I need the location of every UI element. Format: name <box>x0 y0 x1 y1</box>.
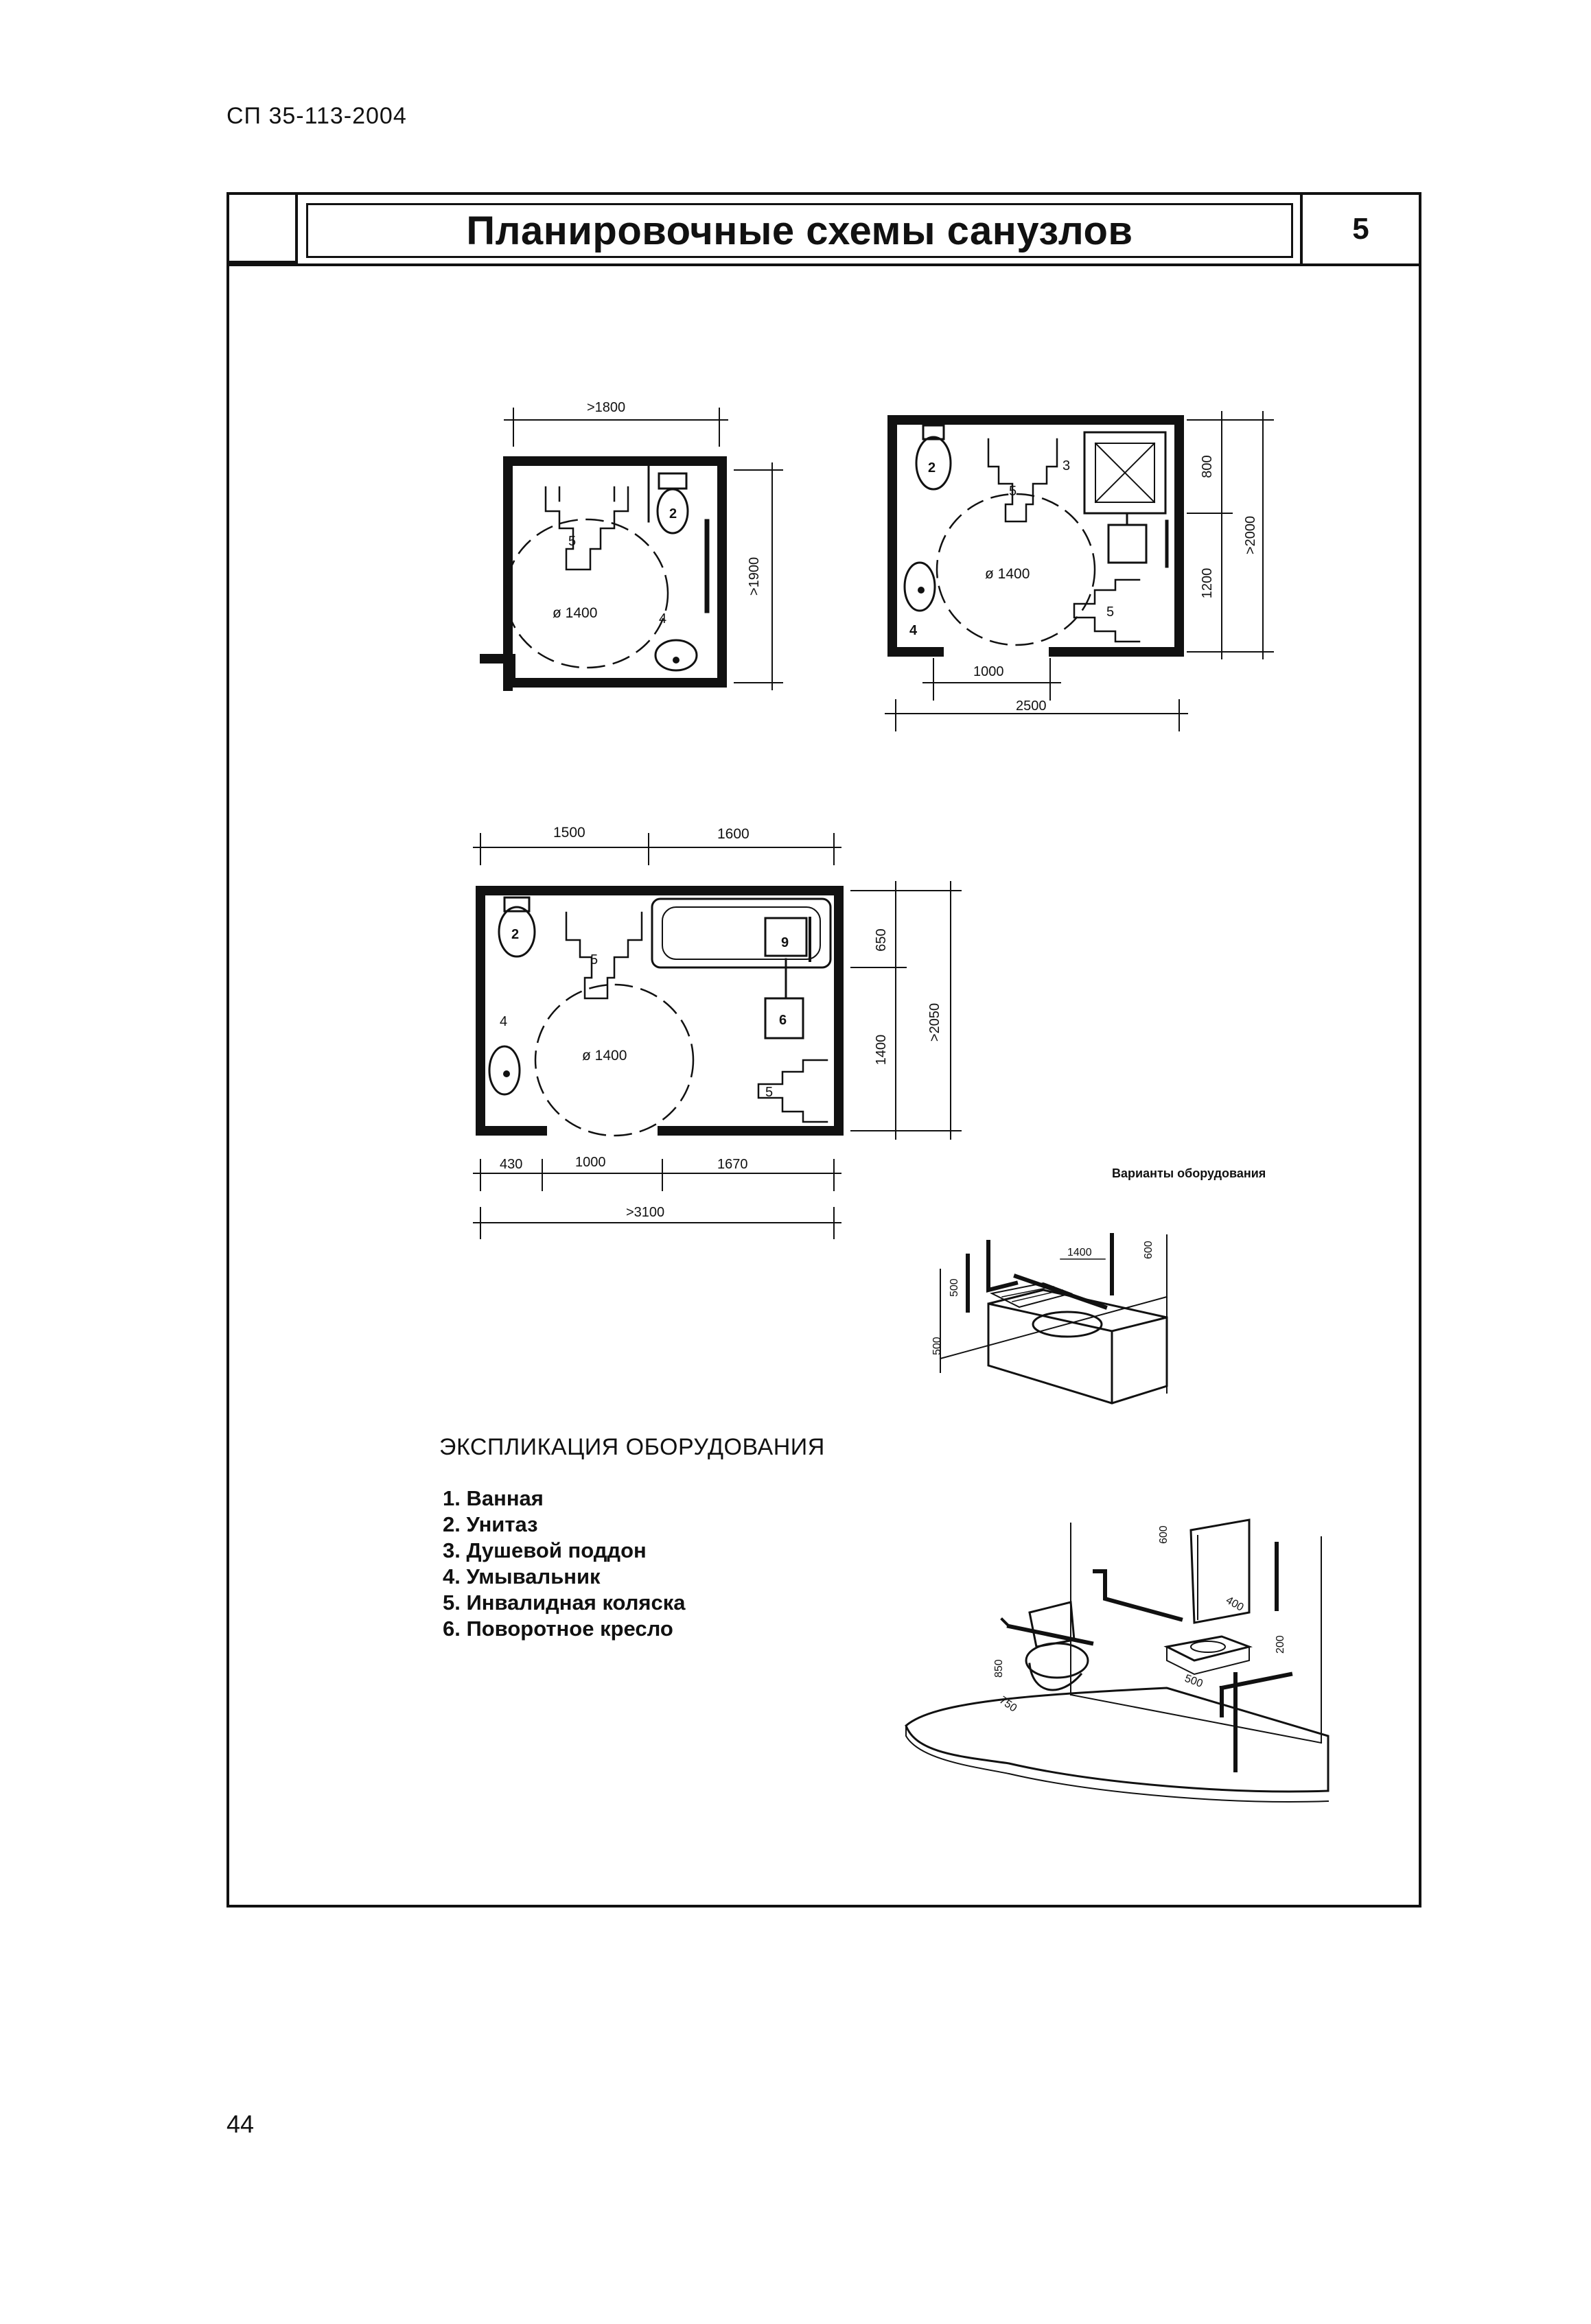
plan-b-dim-door: 1000 <box>973 664 1004 679</box>
plan-a-width-dim: >1800 <box>587 400 626 415</box>
plan-b-dim-bottom: 1200 <box>1200 567 1215 599</box>
plan-c-circle-label: ø 1400 <box>582 1048 627 1064</box>
plan-c-dim-total-h: >2050 <box>927 1002 942 1042</box>
variant-toilet-sink-sketch <box>906 1520 1328 1802</box>
toilet-dim-500: 500 <box>1183 1672 1205 1690</box>
bath-dim-500b: 500 <box>931 1337 943 1355</box>
plan-c-dim-650: 650 <box>874 928 889 952</box>
plan-b-label-3: 3 <box>1062 458 1071 473</box>
toilet-dim-850: 850 <box>993 1659 1005 1678</box>
explication-title: ЭКСПЛИКАЦИЯ ОБОРУДОВАНИЯ <box>439 1434 825 1460</box>
plan-a-circle-label: ø 1400 <box>553 605 598 621</box>
toilet-dim-400: 400 <box>1224 1594 1246 1614</box>
explication-item: 1. Ванная <box>443 1486 544 1510</box>
page-number: 44 <box>227 2110 255 2138</box>
explication-item: 4. Умывальник <box>443 1564 601 1588</box>
document-code: СП 35-113-2004 <box>227 103 407 129</box>
plan-c-dim-1670: 1670 <box>717 1157 748 1172</box>
plan-c-dim-1400: 1400 <box>874 1034 889 1066</box>
plan-c-label-2: 2 <box>511 927 520 942</box>
toilet-dim-600: 600 <box>1158 1525 1170 1544</box>
plan-c-dim-430: 430 <box>500 1157 523 1172</box>
plan-c-label-9: 9 <box>781 935 789 950</box>
plan-b-circle-label: ø 1400 <box>985 566 1030 582</box>
variants-title: Варианты оборудования <box>1112 1166 1266 1180</box>
bath-dim-500a: 500 <box>949 1278 960 1297</box>
explication-item: 6. Поворотное кресло <box>443 1617 673 1641</box>
bath-dim-1400: 1400 <box>1067 1247 1092 1258</box>
plan-c <box>474 825 961 1239</box>
plan-c-dim-total-w: >3100 <box>626 1205 665 1220</box>
plan-a-label-4: 4 <box>659 611 667 626</box>
plan-b-label-2: 2 <box>928 460 936 476</box>
plan-a-label-5: 5 <box>568 534 577 549</box>
explication-item: 2. Унитаз <box>443 1512 538 1536</box>
plan-c-label-4: 4 <box>500 1014 508 1029</box>
variant-bath-sketch <box>931 1235 1167 1403</box>
plan-a <box>485 400 782 690</box>
explication-item: 3. Душевой поддон <box>443 1538 647 1562</box>
plan-a-height-dim: >1900 <box>747 556 762 596</box>
plan-c-label-5b: 5 <box>765 1085 774 1100</box>
bath-dim-600: 600 <box>1143 1241 1154 1259</box>
toilet-dim-750: 750 <box>997 1694 1019 1715</box>
section-number: 5 <box>1300 195 1419 263</box>
plan-b-dim-width: 2500 <box>1016 699 1047 714</box>
plan-b <box>885 412 1273 731</box>
plan-b-dim-total: >2000 <box>1243 515 1258 555</box>
plan-c-dim-1000: 1000 <box>575 1155 606 1170</box>
toilet-dim-200: 200 <box>1275 1635 1286 1654</box>
explication-item: 5. Инвалидная коляска <box>443 1591 686 1615</box>
plan-b-label-5b: 5 <box>1106 605 1115 620</box>
plan-c-dim-left: 1500 <box>553 825 585 841</box>
explication-list <box>443 1486 686 1642</box>
plan-c-dim-right: 1600 <box>717 826 750 842</box>
plan-c-label-5a: 5 <box>590 952 599 967</box>
page-title: Планировочные схемы санузлов <box>466 208 1133 253</box>
plan-b-label-4: 4 <box>909 623 918 638</box>
plan-b-dim-top: 800 <box>1200 455 1215 478</box>
plan-c-label-6: 6 <box>779 1013 787 1028</box>
plan-a-label-2: 2 <box>669 506 677 521</box>
plan-b-label-5a: 5 <box>1009 484 1017 499</box>
